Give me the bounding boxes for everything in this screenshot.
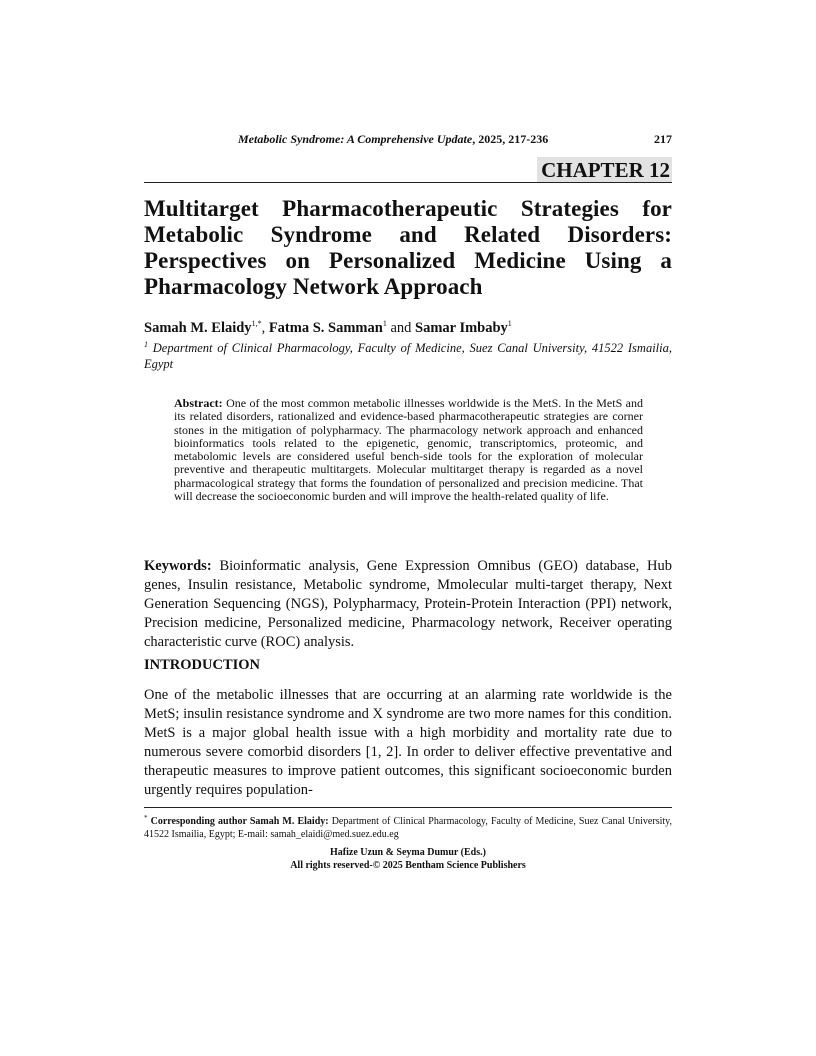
abstract bbox=[174, 397, 643, 503]
footnote-mark: * bbox=[144, 814, 148, 822]
author-name: Samar Imbaby bbox=[415, 320, 508, 336]
editors-line: Hafize Uzun & Seyma Dumur (Eds.) bbox=[330, 847, 486, 858]
author-list bbox=[144, 315, 672, 337]
footnote-divider bbox=[144, 807, 672, 808]
footnote-label: Corresponding author Samah M. Elaidy: bbox=[147, 816, 329, 827]
footnote-text: Department of Clinical Pharmacology, Faculty of Medicine, Suez Canal University, 41522 Ismailia, Egypt; E-mail: samah_elaidi@med.suez.edu.eg bbox=[144, 816, 672, 840]
journal-year-pages: , 2025, 217-236 bbox=[472, 132, 549, 146]
author-separator: and bbox=[386, 320, 415, 336]
affiliation-text: Department of Clinical Pharmacology, Faculty of Medicine, Suez Canal University, 41522 Ismailia, Egypt bbox=[144, 341, 672, 371]
rights-line: All rights reserved-© 2025 Bentham Science Publishers bbox=[290, 859, 526, 871]
introduction-paragraph: One of the metabolic illnesses that are occurring at an alarming rate worldwide is the MetS; insulin resistance syndrome and X syndrome are two more names for this condition. MetS is a major global health issue with a high morbidity and mortality rate due to numerous severe comorbid disorders [1, 2]. In order to deliver effective preventative and therapeutic measures to improve patient outcomes, this significant socioeconomic burden urgently requires population- bbox=[144, 687, 672, 798]
author-affiliation-mark: 1,* bbox=[251, 319, 262, 328]
running-head bbox=[144, 132, 672, 148]
publisher-credits bbox=[144, 847, 672, 872]
author-separator: , bbox=[261, 320, 269, 336]
abstract-text: One of the most common metabolic illnesses worldwide is the MetS. In the MetS and its related disorders, rationalized and evidence-based pharmacotherapeutic strategies are corner stones in the mitigation of polypharmacy. The pharmacology network approach and enhanced bioinformatics tools related to the epigenetic, genomic, transcriptomics, proteomic, and metabolomic levels are considered useful bench-side tools for the exploration of molecular preventive and therapeutic multitargets. Molecular multitarget therapy is regarded as a novel pharmacological strategy that forms the foundation of personalized and precision medicine. That will decrease the socioeconomic burden and will improve the health-related quality of life. bbox=[174, 396, 643, 504]
keywords-label: Keywords: bbox=[144, 558, 212, 574]
journal-citation bbox=[238, 132, 548, 147]
header-divider bbox=[144, 182, 672, 183]
author-affiliation-mark: 1 bbox=[507, 319, 512, 328]
affiliation-mark: 1 bbox=[144, 340, 148, 349]
author-affiliation-mark: 1 bbox=[382, 319, 387, 328]
section-heading-introduction: INTRODUCTION bbox=[144, 657, 261, 673]
abstract-label: Abstract: bbox=[174, 396, 223, 410]
author-name: Fatma S. Samman bbox=[268, 320, 383, 336]
footnote bbox=[144, 812, 672, 841]
journal-title: Metabolic Syndrome: A Comprehensive Update bbox=[238, 132, 473, 146]
affiliation bbox=[144, 337, 672, 372]
chapter-title: Multitarget Pharmacotherapeutic Strategies for Metabolic Syndrome and Related Disorders: Perspectives on Personalized Medicine Using a Pharmacology Network Approach bbox=[144, 196, 672, 299]
keywords-text: Bioinformatic analysis, Gene Expression Omnibus (GEO) database, Hub genes, Insulin resistance, Metabolic syndrome, Mmolecular multi-target therapy, Next Generation Sequencing (NGS), Polypharmacy, Protein-Protein Interaction (PPI) network, Precision medicine, Personalized medicine, Pharmacology network, Receiver operating characteristic curve (ROC) analysis. bbox=[144, 558, 672, 650]
keywords bbox=[144, 557, 672, 652]
page-number: 217 bbox=[654, 132, 672, 146]
chapter-label: CHAPTER 12 bbox=[537, 157, 672, 182]
author-name: Samah M. Elaidy bbox=[144, 320, 252, 336]
